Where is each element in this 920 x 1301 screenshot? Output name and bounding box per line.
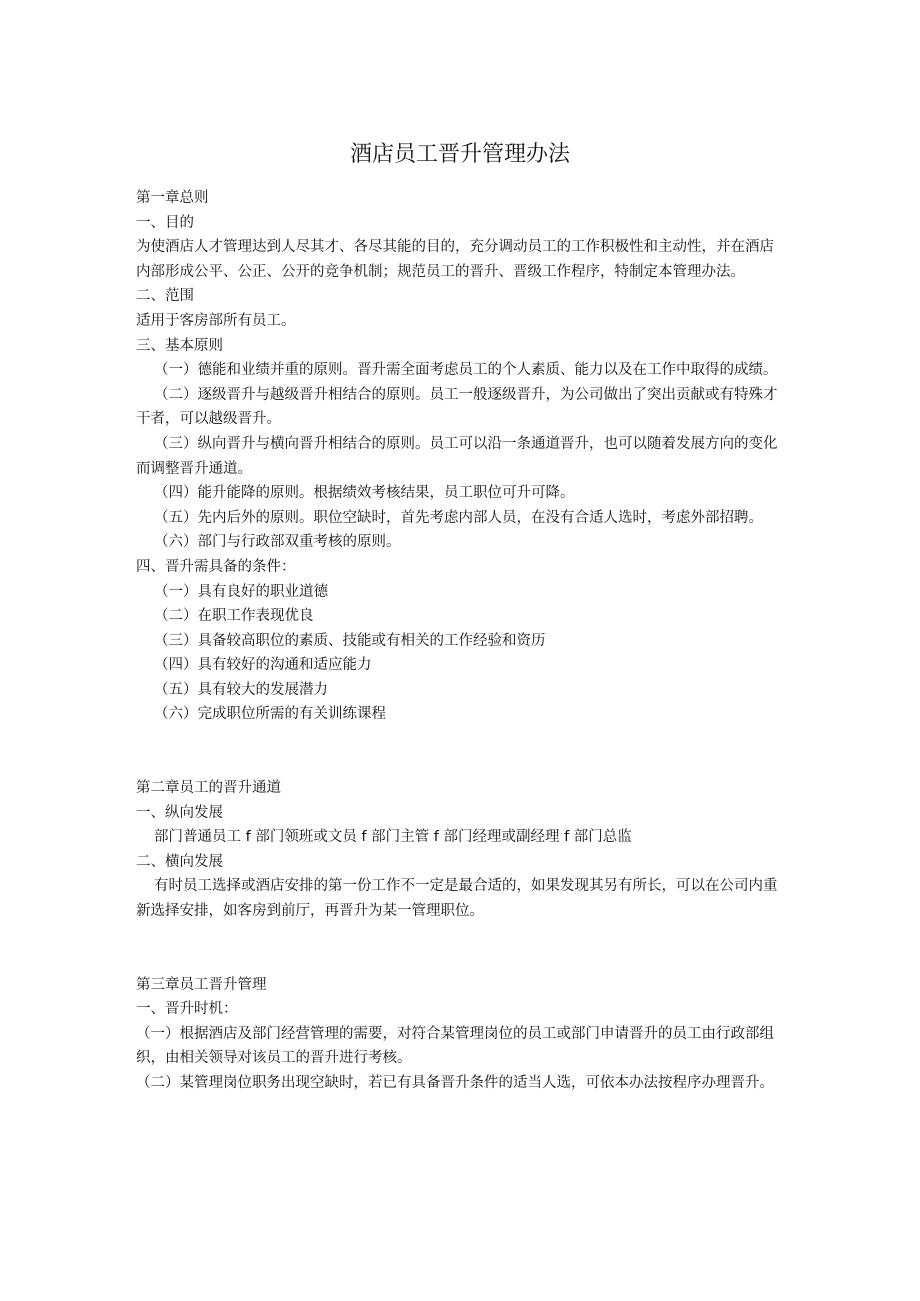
chapter-2-heading: 第二章员工的晋升通道 <box>136 780 281 797</box>
section-principles-heading: 三、基本原则 <box>136 337 223 354</box>
section-scope-text: 适用于客房部所有员工。 <box>136 312 296 329</box>
condition-item: （六）完成职位所需的有关训练课程 <box>154 706 386 723</box>
principle-item: （四）能升能降的原则。根据绩效考核结果，员工职位可升可降。 <box>154 485 575 502</box>
condition-item: （四）具有较好的沟通和适应能力 <box>154 657 372 674</box>
document-body <box>136 186 786 1096</box>
section-horizontal-text: 有时员工选择或酒店安排的第一份工作不一定是最合适的，如果发现其另有所长，可以在公司内重新选择安排，如客房到前厅，再晋升为某一管理职位。 <box>136 878 778 920</box>
chapter-1-heading: 第一章总则 <box>136 190 209 206</box>
condition-item: （一）具有良好的职业道德 <box>154 583 328 600</box>
condition-item: （五）具有较大的发展潜力 <box>154 681 328 698</box>
principle-item: （六）部门与行政部双重考核的原则。 <box>154 534 401 551</box>
principle-item: （一）德能和业绩并重的原则。晋升需全面考虑员工的个人素质、能力以及在工作中取得的成绩。 <box>154 362 778 379</box>
section-purpose-text: 为使酒店人才管理达到人尽其才、各尽其能的目的，充分调动员工的工作积极性和主动性，并在酒店内部形成公平、公正、公开的竞争机制；规范员工的晋升、晋级工作程序，特制定本管理办法。 <box>136 239 774 280</box>
condition-item: （二）在职工作表现优良 <box>154 608 314 625</box>
section-vertical-heading: 一、纵向发展 <box>136 804 223 821</box>
section-horizontal-heading: 二、横向发展 <box>136 853 223 870</box>
timing-item: （二）某管理岗位职务出现空缺时，若已有具备晋升条件的适当人选，可依本办法按程序办理晋升。 <box>136 1075 774 1091</box>
chapter-3-heading: 第三章员工晋升管理 <box>136 976 267 993</box>
principle-item: （二）逐级晋升与越级晋升相结合的原则。员工一般逐级晋升，为公司做出了突出贡献或有特殊才干者，可以越级晋升。 <box>136 386 778 428</box>
spacer <box>136 727 786 776</box>
section-scope-heading: 二、范围 <box>136 288 194 305</box>
document-title: 酒店员工晋升管理办法 <box>349 142 570 167</box>
principle-item: （三）纵向晋升与横向晋升相结合的原则。员工可以沿一条通道晋升，也可以随着发展方向的变化而调整晋升通道。 <box>136 435 778 477</box>
spacer <box>136 924 786 973</box>
section-purpose-heading: 一、目的 <box>136 214 194 231</box>
section-vertical-text: 部门普通员工 f 部门领班或文员 f 部门主管 f 部门经理或副经理 f 部门总监 <box>154 829 632 846</box>
timing-item: （一）根据酒店及部门经营管理的需要，对符合某管理岗位的员工或部门申请晋升的员工由行政部组织，由相关领导对该员工的晋升进行考核。 <box>136 1025 774 1067</box>
section-timing-heading: 一、晋升时机： <box>136 1001 238 1018</box>
section-conditions-heading: 四、晋升需具备的条件： <box>136 558 296 575</box>
condition-item: （三）具备较高职位的素质、技能或有相关的工作经验和资历 <box>154 632 546 649</box>
principle-item: （五）先内后外的原则。职位空缺时，首先考虑内部人员，在没有合适人选时，考虑外部招聘。 <box>154 509 763 526</box>
